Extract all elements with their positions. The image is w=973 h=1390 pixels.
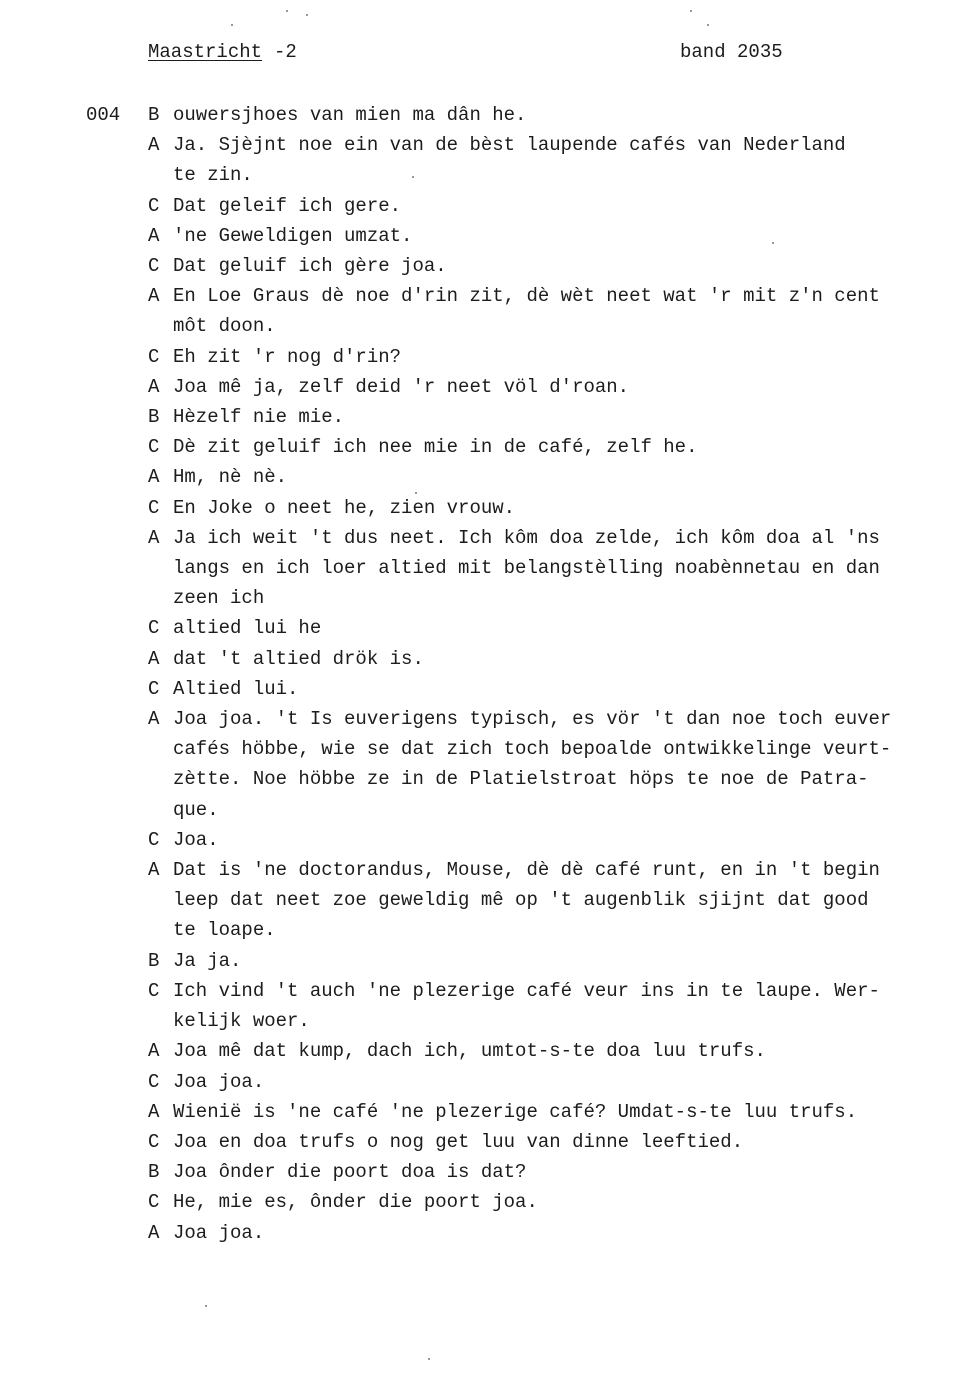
transcript-body xyxy=(148,100,958,1248)
speaker-label: C xyxy=(148,828,160,851)
transcript-turn xyxy=(148,855,958,946)
utterance-text: Joa en doa trufs o nog get luu van dinne leeftied. xyxy=(173,1130,744,1153)
transcript-turn xyxy=(148,825,958,855)
speaker-label: C xyxy=(148,194,160,217)
speaker-label: B xyxy=(148,104,160,126)
transcript-turn xyxy=(148,1036,958,1066)
transcript-turn xyxy=(148,462,958,492)
speaker-label: C xyxy=(148,677,160,700)
speaker-label: A xyxy=(148,134,160,157)
utterance-text: Ich vind 't auch 'ne plezerige café veur ins in te laupe. Wer- kelijk woer. xyxy=(173,979,880,1033)
speaker-label: A xyxy=(148,708,160,731)
speaker-label: C xyxy=(148,1191,160,1214)
tape-number: band 2035 xyxy=(680,41,783,63)
utterance-text: En Loe Graus dè noe d'rin zit, dè wèt neet wat 'r mit z'n cent môt doon. xyxy=(173,285,880,338)
speaker-label: C xyxy=(148,1070,160,1093)
scan-speck xyxy=(707,24,709,26)
speaker-label: A xyxy=(148,1221,160,1244)
speaker-label: A xyxy=(148,375,160,398)
speaker-label: A xyxy=(148,526,160,549)
transcript-turn xyxy=(148,613,958,643)
transcript-turn xyxy=(148,704,958,825)
utterance-text: Joa mê dat kump, dach ich, umtot-s-te doa luu trufs. xyxy=(173,1040,766,1063)
transcript-turn xyxy=(148,493,958,523)
utterance-text: 'ne Geweldigen umzat. xyxy=(173,224,413,247)
utterance-text: Eh zit 'r nog d'rin? xyxy=(173,345,402,368)
utterance-text: Ja ja. xyxy=(173,949,242,972)
transcript-turn xyxy=(148,644,958,674)
scan-speck xyxy=(415,492,417,494)
transcript-turn xyxy=(148,191,958,221)
utterance-text: He, mie es, ônder die poort joa. xyxy=(173,1191,538,1214)
utterance-text: altied lui he xyxy=(173,617,322,640)
speaker-label: A xyxy=(148,1040,160,1063)
utterance-text: Dè zit geluif ich nee mie in de café, zelf he. xyxy=(173,436,698,459)
utterance-text: Joa. xyxy=(173,828,219,851)
scan-speck xyxy=(428,1358,430,1360)
speaker-label: B xyxy=(148,406,160,429)
transcript-turn xyxy=(148,1187,958,1217)
transcript-turn xyxy=(148,221,958,251)
utterance-text: Hèzelf nie mie. xyxy=(173,406,345,429)
transcript-turn xyxy=(148,1067,958,1097)
speaker-label: C xyxy=(148,436,160,459)
scan-speck xyxy=(286,10,288,12)
speaker-label: B xyxy=(148,949,160,972)
speaker-label: C xyxy=(148,496,160,519)
transcript-turn xyxy=(148,1097,958,1127)
transcript-turn xyxy=(148,281,958,341)
utterance-text: Joa joa. xyxy=(173,1221,265,1244)
transcript-turn xyxy=(148,1127,958,1157)
speaker-label: B xyxy=(148,1161,160,1184)
speaker-label: A xyxy=(148,224,160,247)
transcript-turn xyxy=(148,1157,958,1187)
speaker-label: C xyxy=(148,979,160,1002)
utterance-text: Dat geleif ich gere. xyxy=(173,194,402,217)
utterance-text: ouwersjhoes van mien ma dân he. xyxy=(173,104,527,126)
utterance-text: Wienië is 'ne café 'ne plezerige café? Umdat-s-te luu trufs. xyxy=(173,1100,858,1123)
scan-speck xyxy=(306,14,308,16)
utterance-text: Joa joa. xyxy=(173,1070,265,1093)
utterance-text: Hm, nè nè. xyxy=(173,466,288,489)
transcript-turn xyxy=(148,342,958,372)
utterance-text: Joa mê ja, zelf deid 'r neet völ d'roan. xyxy=(173,375,630,398)
scan-speck xyxy=(412,176,414,178)
utterance-text: En Joke o neet he, zien vrouw. xyxy=(173,496,516,519)
transcript-turn xyxy=(148,251,958,281)
transcript-turn xyxy=(148,946,958,976)
speaker-label: A xyxy=(148,1100,160,1123)
speaker-label: A xyxy=(148,285,160,308)
speaker-label: C xyxy=(148,1130,160,1153)
scan-speck xyxy=(231,24,233,26)
transcript-turn xyxy=(148,372,958,402)
speaker-label: A xyxy=(148,859,160,882)
speaker-label: A xyxy=(148,466,160,489)
utterance-text: Joa joa. 't Is euverigens typisch, es vör 't dan noe toch euver cafés höbbe, wie se dat zich toch bepoalde ontwikkelinge veurt- zètte. Noe höbbe ze in de Platielstroat höps te noe de Patra- que. xyxy=(173,708,892,821)
transcript-turn xyxy=(148,432,958,462)
segment-number: 004 xyxy=(86,104,121,126)
utterance-text: Ja. Sjèjnt noe ein van de bèst laupende cafés van Nederland te zin. xyxy=(173,134,846,187)
utterance-text: Dat is 'ne doctorandus, Mouse, dè dè café runt, en in 't begin leep dat neet zoe geweldig mê op 't augenblik sjijnt dat good te loape. xyxy=(173,859,880,942)
utterance-text: dat 't altied drök is. xyxy=(173,647,424,670)
utterance-text: Joa ônder die poort doa is dat? xyxy=(173,1161,527,1184)
transcript-turn xyxy=(148,1218,958,1248)
speaker-label: C xyxy=(148,345,160,368)
transcript-turn xyxy=(148,523,958,614)
speaker-label: A xyxy=(148,647,160,670)
location-title: Maastricht xyxy=(148,41,263,63)
utterance-text: Ja ich weit 't dus neet. Ich kôm doa zelde, ich kôm doa al 'ns langs en ich loer altied mit belangstèlling noabènnetau en dan zeen ich xyxy=(173,526,880,610)
transcript-turn xyxy=(148,402,958,432)
transcript-turn xyxy=(148,100,958,130)
transcript-turn xyxy=(148,674,958,704)
utterance-text: Altied lui. xyxy=(173,677,299,700)
transcript-turn xyxy=(148,976,958,1036)
speaker-label: C xyxy=(148,255,160,278)
scan-speck xyxy=(772,242,774,244)
transcript-turn xyxy=(148,130,958,190)
utterance-text: Dat geluif ich gère joa. xyxy=(173,255,447,278)
scan-speck xyxy=(690,10,692,12)
page-number: -2 xyxy=(274,41,297,63)
scan-speck xyxy=(205,1305,207,1307)
speaker-label: C xyxy=(148,617,160,640)
